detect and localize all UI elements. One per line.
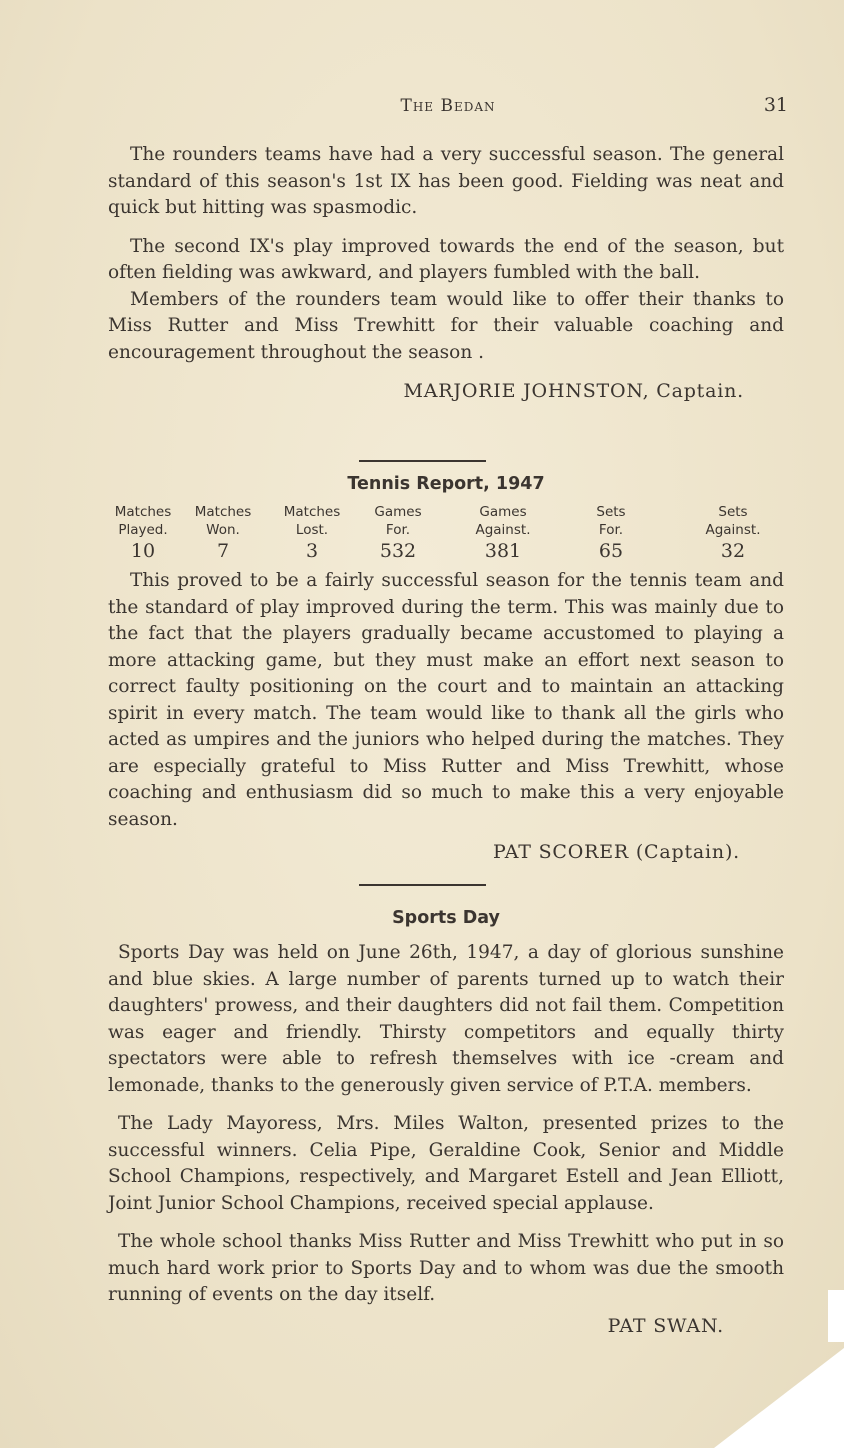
sports-day-report: [108, 940, 784, 1339]
stat-matches-lost: Matches Lost. 3: [283, 504, 341, 562]
stat-games-for: Games For. 532: [374, 504, 422, 562]
page-corner-mark: [714, 1348, 844, 1448]
sports-day-paragraph-1: Sports Day was held on June 26th, 1947, a day of glorious sunshine and blue skies. A large number of parents turned up to watch their daughters' prowess, and their daughters did not fail them. Competition was eager and friendly. Thirsty competitors and equally thirty spectators were able to refresh themselves with ice -cream and lemonade, thanks to the generously given service of P.T.A. members.: [108, 942, 784, 1096]
tennis-report: [108, 568, 784, 866]
stat-sets-for: Sets For. 65: [596, 504, 626, 562]
page-header: [108, 92, 788, 122]
sports-day-paragraph-3: The whole school thanks Miss Rutter and Miss Trewhitt who put in so much hard work prior to Sports Day and to whom was due the smooth running of events on the day itself.: [108, 1231, 784, 1305]
section-divider: [359, 460, 486, 462]
stat-matches-won: Matches Won. 7: [194, 504, 252, 562]
page-number: 31: [763, 94, 788, 116]
sports-day-signature: PAT SWAN.: [607, 1314, 724, 1337]
sports-day-paragraph-2: The Lady Mayoress, Mrs. Miles Walton, presented prizes to the successful winners. Celia Pipe, Geraldine Cook, Senior and Middle School Champions, respectively, and Margaret Estell and Jean Elliott, Joint Junior School Champions, received special applause.: [108, 1113, 784, 1214]
stat-matches-played: Matches Played. 10: [114, 504, 172, 562]
tennis-paragraph: This proved to be a fairly successful season for the tennis team and the standard of play improved during the term. This was mainly due to the fact that the players gradually became accustomed to playing a more attacking game, but they must make an effort next season to correct faulty positioning on the court and to maintain an attacking spirit in every match. The team would like to thank all the girls who acted as umpires and the juniors who helped during the matches. They are especially grateful to Miss Rutter and Miss Trewhitt, whose coaching and enthusiasm did so much to make this a very enjoyable season.: [108, 570, 784, 830]
rounders-signature: MARJORIE JOHNSTON, Captain.: [403, 380, 744, 402]
section-divider: [359, 884, 486, 886]
page-edge-mark: [828, 1290, 844, 1342]
stat-sets-against: Sets Against. 32: [705, 504, 761, 562]
rounders-paragraph-2: The second IX's play improved towards the end of the season, but often fielding was awkward, and players fumbled with the ball.: [108, 235, 784, 283]
running-head: The Bedan: [400, 96, 496, 116]
stat-games-against: Games Against. 381: [475, 504, 531, 562]
tennis-title: Tennis Report, 1947: [347, 474, 545, 494]
rounders-report: [108, 142, 784, 405]
sports-day-title: Sports Day: [392, 908, 500, 928]
rounders-paragraph-3: Members of the rounders team would like to offer their thanks to Miss Rutter and Miss Trewhitt for their valuable coaching and encouragement throughout the season .: [108, 288, 784, 363]
tennis-signature: PAT SCORER (Captain).: [492, 841, 740, 863]
rounders-paragraph-1: The rounders teams have had a very successful season. The general standard of this season's 1st IX has been good. Fielding was neat and quick but hitting was spasmodic.: [108, 144, 784, 218]
